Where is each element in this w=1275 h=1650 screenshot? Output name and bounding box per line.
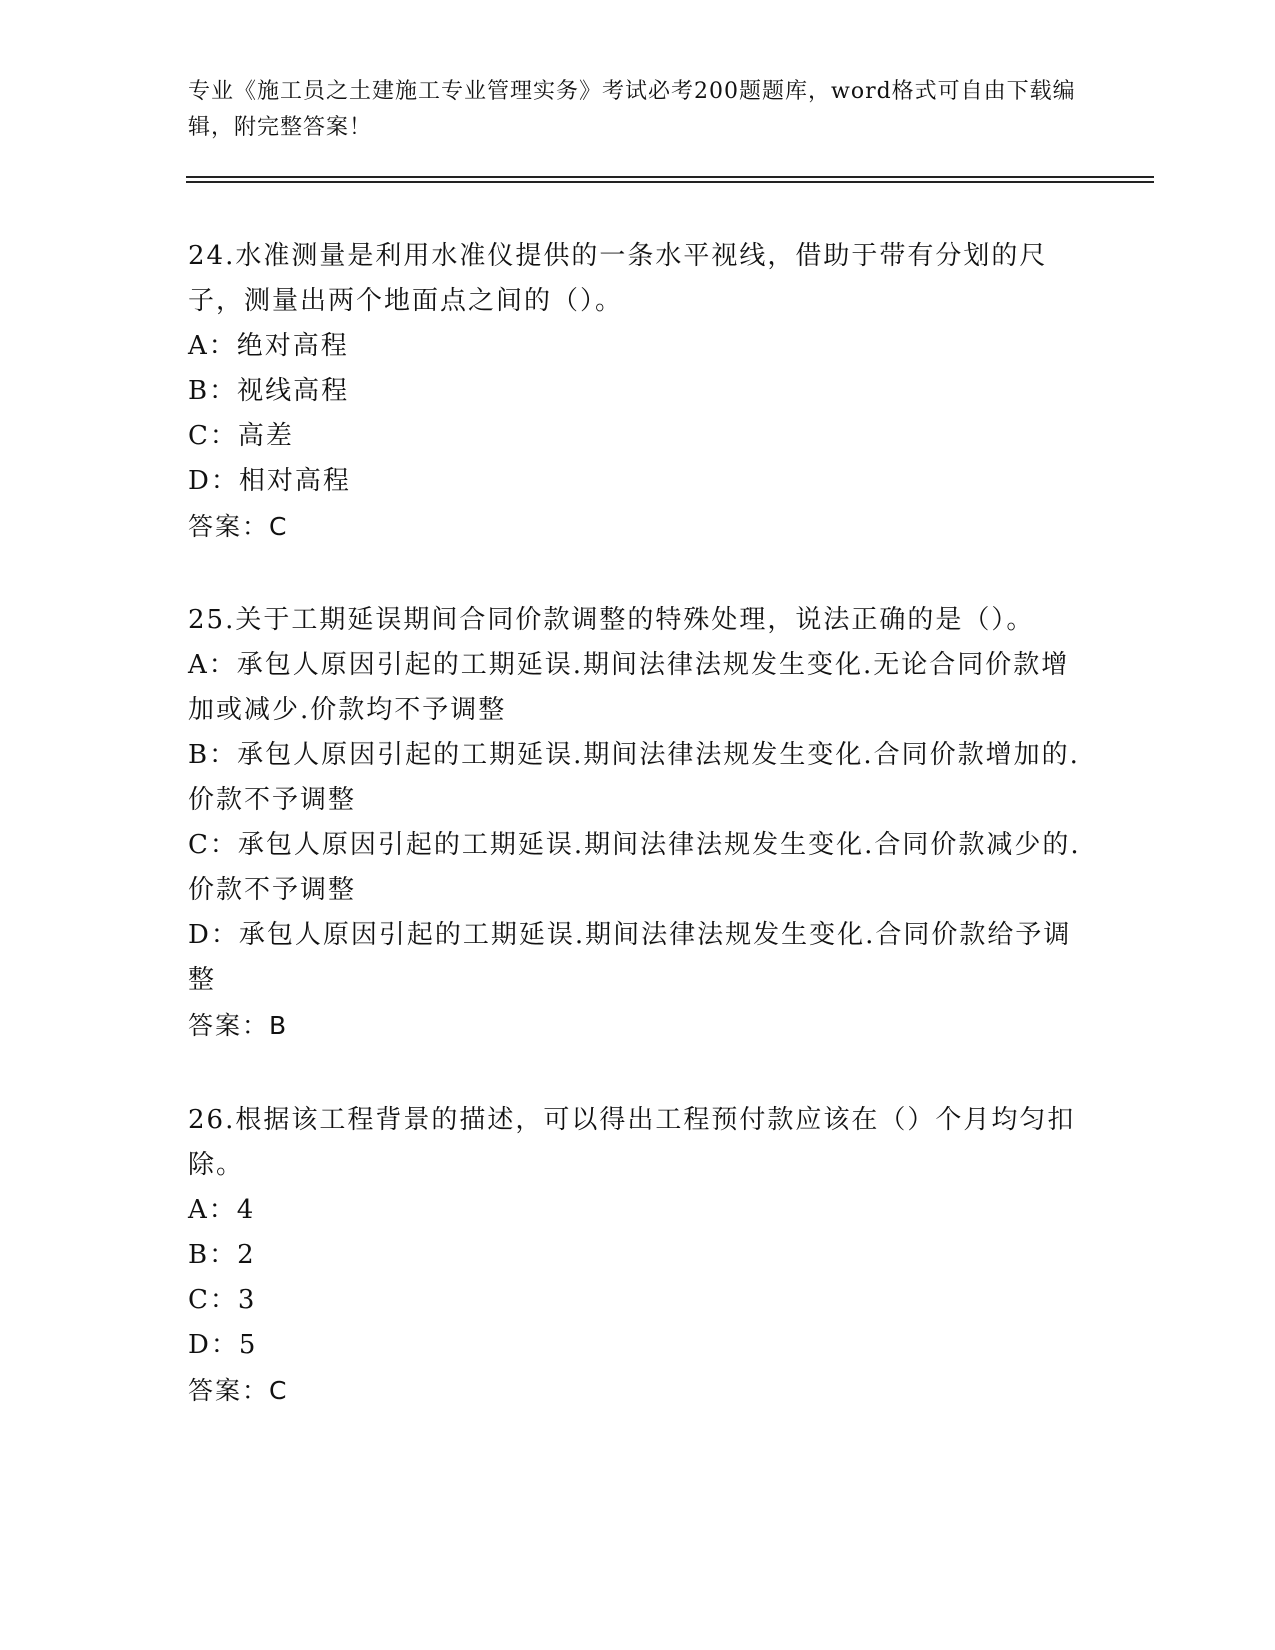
header-rule-bottom xyxy=(186,181,1154,183)
question-24 xyxy=(188,234,1088,549)
question-stem: 25.关于工期延误期间合同价款调整的特殊处理，说法正确的是（）。 xyxy=(188,605,1035,635)
option-a: A：绝对高程 xyxy=(188,331,349,361)
option-b: B：视线高程 xyxy=(188,376,350,406)
option-b: B：承包人原因引起的工期延误.期间法律法规发生变化.合同价款增加的.价款不予调整 xyxy=(188,740,1080,815)
option-c: C：高差 xyxy=(188,421,294,451)
option-a: A：承包人原因引起的工期延误.期间法律法规发生变化.无论合同价款增加或减少.价款均不予调整 xyxy=(188,650,1070,725)
option-d: D：承包人原因引起的工期延误.期间法律法规发生变化.合同价款给予调整 xyxy=(188,920,1072,995)
question-stem: 24.水准测量是利用水准仪提供的一条水平视线，借助于带有分划的尺子，测量出两个地面点之间的（）。 xyxy=(188,241,1048,316)
question-stem: 26.根据该工程背景的描述，可以得出工程预付款应该在（）个月均匀扣除。 xyxy=(188,1105,1076,1180)
option-a: A：4 xyxy=(188,1195,256,1225)
header-rule-top xyxy=(186,176,1154,178)
answer: 答案：B xyxy=(188,1011,289,1040)
option-c: C：承包人原因引起的工期延误.期间法律法规发生变化.合同价款减少的.价款不予调整 xyxy=(188,830,1081,905)
question-26 xyxy=(188,1098,1088,1413)
option-d: D：相对高程 xyxy=(188,466,351,496)
option-b: B：2 xyxy=(188,1240,256,1270)
answer: 答案：C xyxy=(188,1376,289,1405)
option-c: C：3 xyxy=(188,1285,257,1315)
document-header: 专业《施工员之土建施工专业管理实务》考试必考200题题库，word格式可自由下载编辑，附完整答案！ xyxy=(188,79,1076,140)
answer: 答案：C xyxy=(188,512,289,541)
question-25 xyxy=(188,598,1088,1048)
option-d: D：5 xyxy=(188,1330,258,1360)
